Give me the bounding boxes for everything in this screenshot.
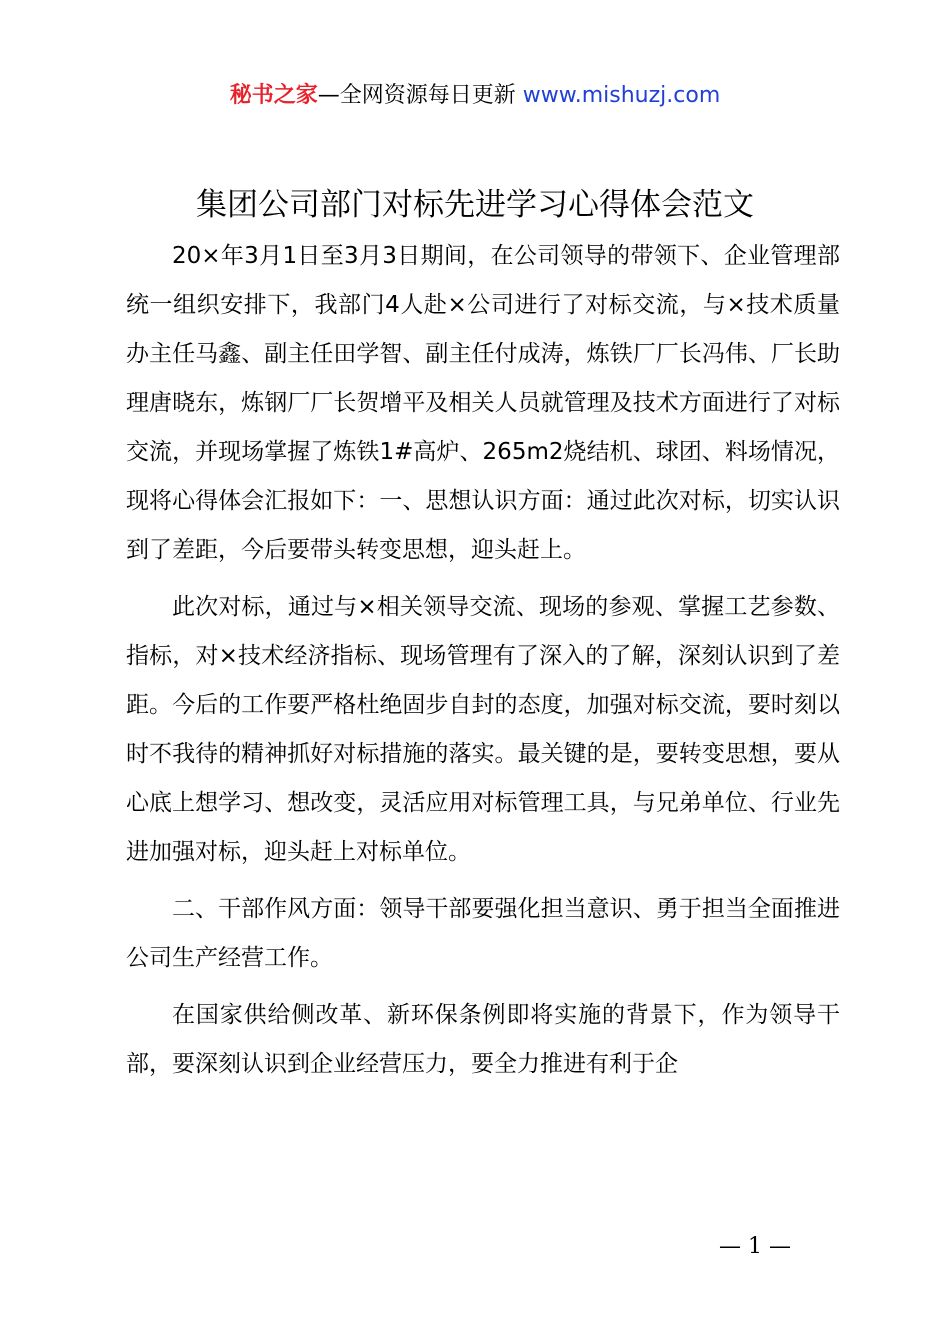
site-header xyxy=(0,80,950,112)
paragraph: 20×年3月1日至3月3日期间，在公司领导的带领下、企业管理部统一组织安排下，我部门4人赴×公司进行了对标交流，与×技术质量办主任马鑫、副主任田学智、副主任付成涛，炼铁厂厂长冯伟、厂长助理唐晓东，炼钢厂厂长贺增平及相关人员就管理及技术方面进行了对标交流，并现场掌握了炼铁1#高炉、265m2烧结机、球团、料场情况，现将心得体会汇报如下：一、思想认识方面：通过此次对标，切实认识到了差距，今后要带头转变思想，迎头赶上。 xyxy=(126,243,840,563)
paragraph: 二、干部作风方面：领导干部要强化担当意识、勇于担当全面推进公司生产经营工作。 xyxy=(126,896,840,971)
page-number: — 1 — xyxy=(719,1234,791,1259)
brand-name: 秘书之家 xyxy=(229,83,318,108)
document-body xyxy=(126,232,840,1089)
site-url-link[interactable]: www.mishuzj.com xyxy=(522,83,721,108)
paragraph: 此次对标，通过与×相关领导交流、现场的参观、掌握工艺参数、指标，对×技术经济指标、现场管理有了深入的了解，深刻认识到了差距。今后的工作要严格杜绝固步自封的态度，加强对标交流，要时刻以时不我待的精神抓好对标措施的落实。最关键的是，要转变思想，要从心底上想学习、想改变，灵活应用对标管理工具，与兄弟单位、行业先进加强对标，迎头赶上对标单位。 xyxy=(126,594,840,865)
paragraph: 在国家供给侧改革、新环保条例即将实施的背景下，作为领导干部，要深刻认识到企业经营压力，要全力推进有利于企 xyxy=(126,1002,840,1077)
document-title: 集团公司部门对标先进学习心得体会范文 xyxy=(196,187,754,223)
header-slogan: —全网资源每日更新 xyxy=(317,83,523,108)
